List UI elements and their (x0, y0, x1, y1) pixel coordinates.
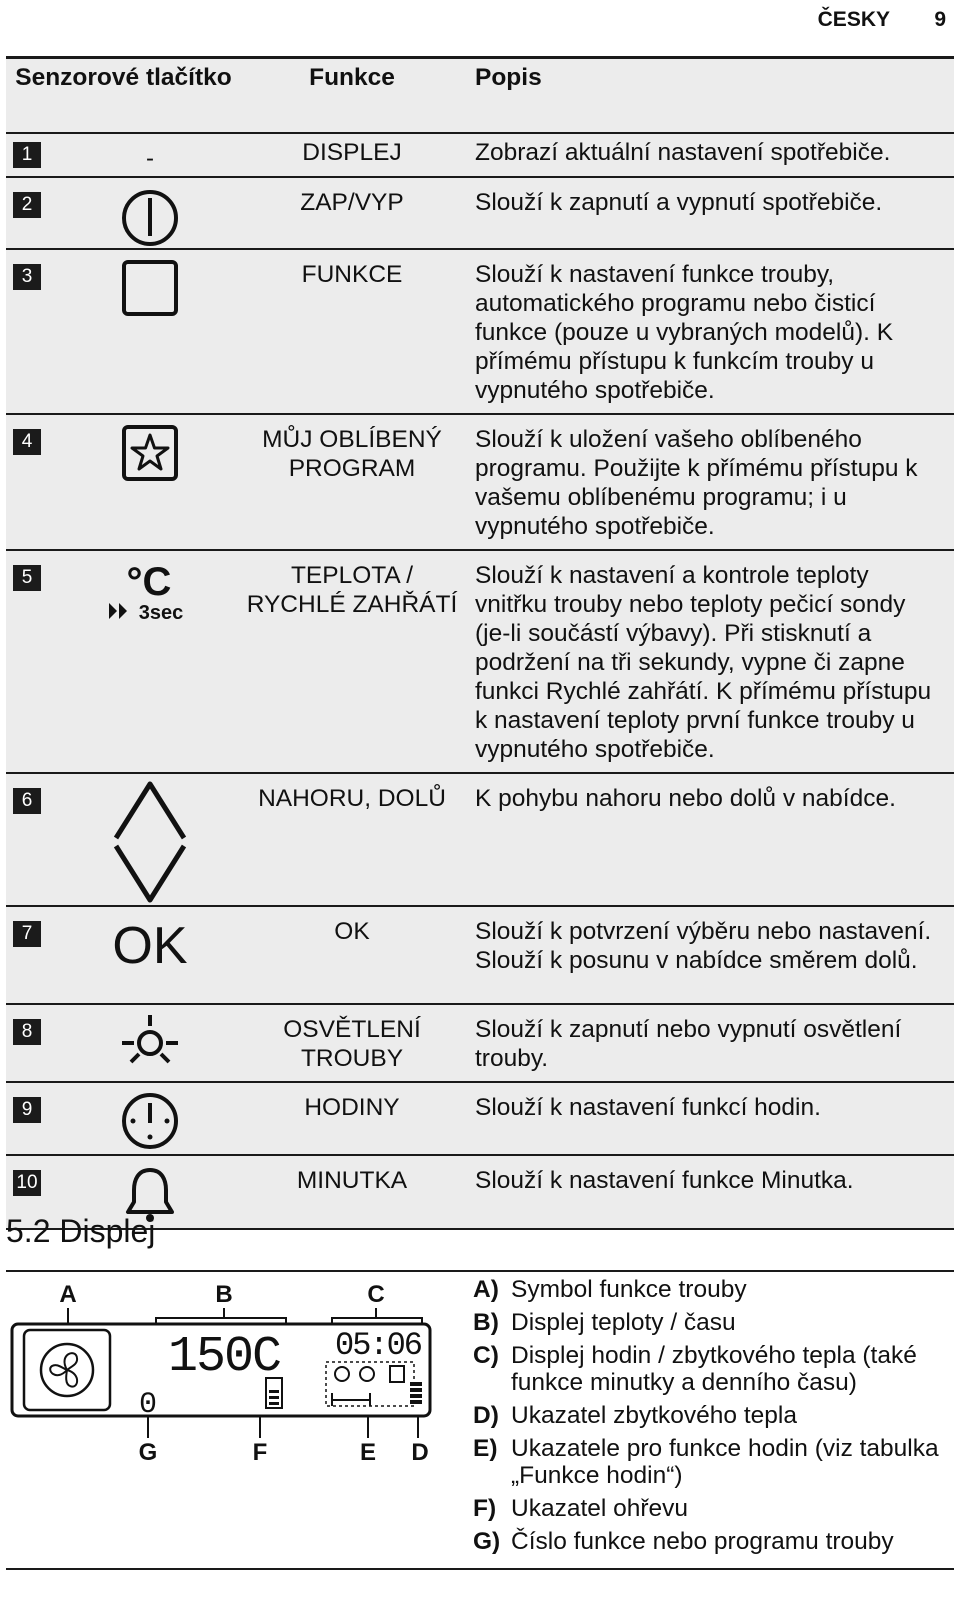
time-readout: 05:06 (334, 1327, 422, 1364)
function-description: Slouží k nastavení funkce Minutka. (463, 1155, 954, 1229)
function-name: MŮJ OBLÍBENÝ PROGRAM (241, 414, 463, 550)
legend-item: A) Symbol funkce trouby (473, 1276, 747, 1303)
table-header-row (6, 58, 954, 134)
section-number: 5.2 (6, 1213, 51, 1249)
table-row (6, 550, 954, 773)
function-name: ZAP/VYP (241, 177, 463, 249)
language-label: ČESKY (817, 8, 890, 31)
legend-item: G) Číslo funkce nebo programu trouby (473, 1528, 894, 1555)
function-name: MINUTKA (241, 1155, 463, 1229)
ok-symbol-label: OK (112, 917, 188, 973)
function-name: DISPLEJ (241, 133, 463, 177)
row-number-badge: 1 (13, 142, 41, 168)
bottom-divider (6, 1568, 954, 1570)
diagram-label-a: A (59, 1281, 77, 1308)
row-number-badge: 4 (13, 429, 41, 455)
function-description: Slouží k zapnutí a vypnutí spotřebiče. (463, 177, 954, 249)
up-down-icon (112, 780, 188, 904)
row-number-badge: 10 (13, 1170, 41, 1196)
page-header (0, 6, 960, 36)
column-header-sensor: Senzorové tlačítko (6, 58, 241, 134)
legend-item: F) Ukazatel ohřevu (473, 1495, 689, 1522)
function-description: Slouží k nastavení a kontrole teploty vnitřku trouby nebo teploty pečicí sondy (je-li součástí výbavy). Při stisknutí a podržení na tři sekundy, vypne či zapne funkci Rychlé zahřátí. K přímému přístupu k nastavení teploty první funkce trouby u vypnutého spotřebiče. (463, 550, 954, 773)
function-description: K pohybu nahoru nebo dolů v nabídce. (463, 773, 954, 906)
table-row (6, 1082, 954, 1155)
table-row (6, 1004, 954, 1082)
function-description: Slouží k uložení vašeho oblíbeného programu. Použijte k přímému přístupu k vašemu oblíbenému programu; i u vypnutého spotřebiče. (463, 414, 954, 550)
diagram-label-e: E (359, 1439, 377, 1466)
row-number-badge: 2 (13, 192, 41, 218)
column-header-function: Funkce (241, 58, 463, 134)
function-name: HODINY (241, 1082, 463, 1155)
table-row (6, 177, 954, 249)
function-description: Slouží k nastavení funkce trouby, automatického programu nebo čisticí funkce (pouze u vybraných modelů). K přímému přístupu k funkcím trouby u vypnutého spotřebiče. (463, 249, 954, 414)
diagram-label-c: C (367, 1281, 385, 1308)
function-number-readout: 0 (138, 1388, 158, 1422)
clock-icon (118, 1089, 182, 1153)
function-description: Zobrazí aktuální nastavení spotřebiče. (463, 133, 954, 177)
table-row (6, 773, 954, 906)
table-row (6, 906, 954, 1004)
diagram-label-d: D (411, 1439, 429, 1466)
row-number-badge: 5 (13, 565, 41, 591)
page-number: 9 (934, 8, 946, 31)
diagram-label-g: G (138, 1439, 158, 1466)
star-icon (118, 421, 182, 485)
table-row (6, 414, 954, 550)
light-icon (118, 1011, 182, 1075)
temperature-icon (105, 557, 195, 627)
row-number-badge: 8 (13, 1019, 41, 1045)
function-name: FUNKCE (241, 249, 463, 414)
legend-item: D) Ukazatel zbytkového tepla (473, 1402, 797, 1429)
ok-icon (110, 913, 190, 973)
section-title: Displej (59, 1213, 156, 1249)
temperature-readout: 150C (167, 1329, 281, 1386)
function-name: OK (241, 906, 463, 1004)
diagram-label-b: B (215, 1281, 233, 1308)
row-number-badge: 3 (13, 264, 41, 290)
legend-item: C) Displej hodin / zbytkového tepla (také funkce minutky a denního času) (473, 1342, 917, 1396)
function-description: Slouží k potvrzení výběru nebo nastavení. Slouží k posunu v nabídce směrem dolů. (463, 906, 954, 1004)
section-divider (6, 1270, 954, 1272)
button-function-table (6, 56, 954, 1230)
row-number-badge: 6 (13, 788, 41, 814)
column-header-description: Popis (463, 58, 954, 134)
display-legend (473, 1276, 943, 1561)
function-description: Slouží k zapnutí nebo vypnutí osvětlení trouby. (463, 1004, 954, 1082)
display-diagram (10, 1278, 450, 1478)
function-name: TEPLOTA / RYCHLÉ ZAHŘÁTÍ (241, 550, 463, 773)
legend-item: B) Displej teploty / času (473, 1309, 736, 1336)
degree-celsius-label: °C (126, 560, 172, 604)
power-icon (118, 184, 182, 248)
table-row (6, 133, 954, 177)
dash-text: - (146, 145, 154, 172)
row-number-badge: 7 (13, 921, 41, 947)
function-description: Slouží k nastavení funkcí hodin. (463, 1082, 954, 1155)
row-number-badge: 9 (13, 1097, 41, 1123)
three-seconds-label: 3sec (138, 602, 184, 624)
function-name: NAHORU, DOLŮ (241, 773, 463, 906)
table-row (6, 249, 954, 414)
square-icon (118, 256, 182, 320)
function-name: OSVĚTLENÍ TROUBY (241, 1004, 463, 1082)
section-heading (6, 1213, 155, 1250)
legend-item: E) Ukazatele pro funkce hodin (viz tabulka „Funkce hodin“) (473, 1435, 939, 1489)
diagram-label-f: F (252, 1439, 268, 1466)
